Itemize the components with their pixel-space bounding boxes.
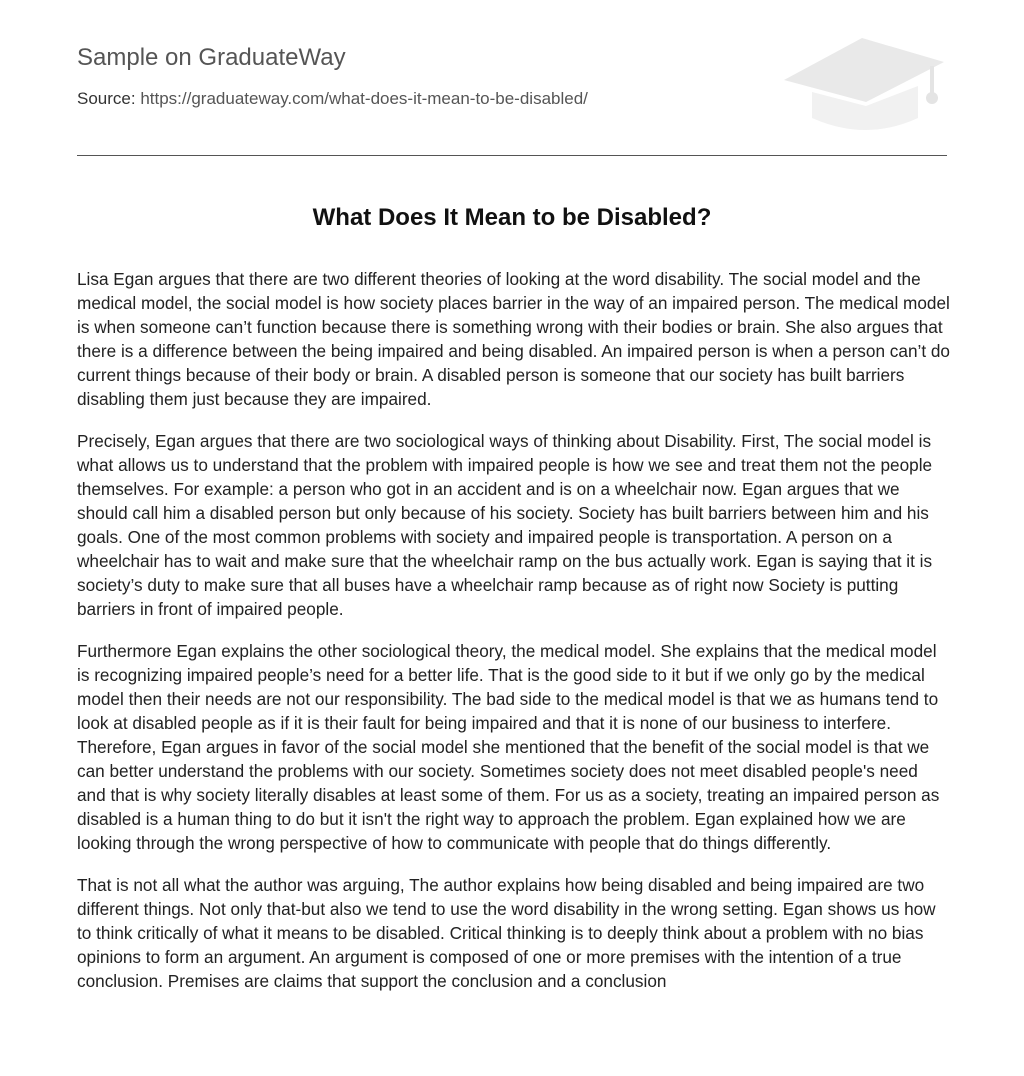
- page-header: [77, 0, 947, 156]
- source-line: [77, 89, 588, 109]
- site-title: Sample on GraduateWay: [77, 44, 346, 71]
- source-label: Source:: [77, 89, 136, 108]
- article-paragraph: Furthermore Egan explains the other sociological theory, the medical model. She explains that the medical model is recognizing impaired people’s need for a better life. That is the good side to it but if we only go by the medical model then their needs are not our responsibility. The bad side to the medical model is that we as humans tend to look at disabled people as if it is their fault for being impaired and that it is none of our business to interfere. Therefore, Egan argues in favor of the social model she mentioned that the benefit of the social model is that we can better understand the problems with our society. Sometimes society does not meet disabled people's need and that is why society literally disables at least some of them. For us as a society, treating an impaired person as disabled is a human thing to do but it isn't the right way to approach the problem. Egan explained how we are looking through the wrong perspective of how to communicate with people that do things differently.: [77, 641, 940, 853]
- article-paragraph: That is not all what the author was arguing, The author explains how being disabled and being impaired are two different things. Not only that-but also we tend to use the word disability in the wrong setting. Egan shows us how to think critically of what it means to be disabled. Critical thinking is to deeply think about a problem with no bias opinions to form an argument. An argument is composed of one or more premises with the intention of a true conclusion. Premises are claims that support the conclusion and a conclusion: [77, 875, 936, 991]
- source-link[interactable]: https://graduateway.com/what-does-it-mean-to-be-disabled/: [140, 89, 588, 108]
- article-body: [77, 267, 951, 1019]
- graduation-cap-icon: [782, 30, 947, 134]
- header-divider: [77, 155, 947, 156]
- article-paragraph: Precisely, Egan argues that there are two sociological ways of thinking about Disability. First, The social model is what allows us to understand that the problem with impaired people is how we see and treat them not the people themselves. For example: a person who got in an accident and is on a wheelchair now. Egan argues that we should call him a disabled person but only because of his society. Society has built barriers between him and his goals. One of the most common problems with society and impaired people is transportation. A person on a wheelchair has to wait and make sure that the wheelchair ramp on the bus actually work. Egan is saying that it is society’s duty to make sure that all buses have a wheelchair ramp because as of right now Society is putting barriers in front of impaired people.: [77, 431, 933, 619]
- article-paragraph: Lisa Egan argues that there are two different theories of looking at the word disability. The social model and the medical model, the social model is how society places barrier in the way of an impaired person. The medical model is when someone can’t function because there is something wrong with their bodies or brain. She also argues that there is a difference between the being impaired and being disabled. An impaired person is when a person can’t do current things because of their body or brain. A disabled person is someone that our society has built barriers disabling them just because they are impaired.: [77, 269, 950, 409]
- article-title: What Does It Mean to be Disabled?: [312, 204, 712, 231]
